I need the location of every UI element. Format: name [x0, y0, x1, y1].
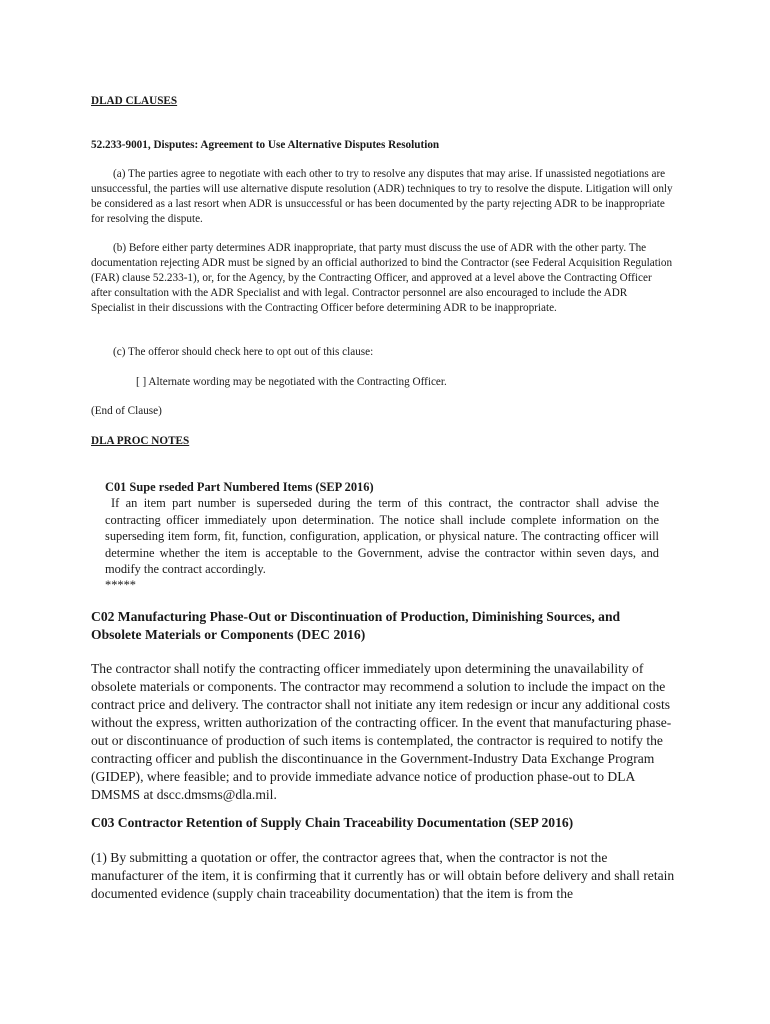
c01-title: C01 Supe rseded Part Numbered Items (SEP 2016): [105, 480, 374, 494]
c02-body: The contractor shall notify the contracting officer immediately upon determining the unavailability of obsolete materials or components. The contractor may recommend a solution to include the impact on the contract price and delivery. The contractor shall not initiate any item redesign or incur any additional costs without the express, written authorization of the contracting officer. In the event that manufacturing phase-out or discontinuance of production of such items is contemplated, the contractor is required to notify the contracting officer and publish the discontinuance in the Government-Industry Data Exchange Program (GIDEP), where feasible; and to provide immediate advance notice of production phase-out to DLA DMSMS at dscc.dmsms@dla.mil.: [91, 661, 672, 802]
dla-proc-notes-heading: DLA PROC NOTES: [91, 435, 190, 447]
end-of-clause: (End of Clause): [91, 405, 162, 417]
c03-body: (1) By submitting a quotation or offer, the contractor agrees that, when the contractor is not the manufacturer of the item, it is confirming that it currently has or will obtain before delivery and shall retain documented evidence (supply chain traceability documentation) that the item is from the: [91, 850, 675, 901]
dlad-clauses-heading: DLAD CLAUSES: [91, 95, 178, 107]
c01-stars: *****: [105, 578, 136, 592]
clause-paragraph-a: (a) The parties agree to negotiate with each other to try to resolve any disputes that may arise. If unassisted negotiations are unsuccessful, the parties will use alternative dispute resolution (ADR) techniques to try to resolve the dispute. Litigation will only be considered as a last resort when ADR is unsuccessful or has been documented by the party rejecting ADR to be inappropriate for resolving the dispute.: [91, 168, 673, 225]
opt-out-checkbox-line[interactable]: [ ] Alternate wording may be negotiated with the Contracting Officer.: [136, 376, 447, 388]
c01-body: If an item part number is superseded during the term of this contract, the contractor shall advise the contracting officer immediately upon determination. The notice shall include complete information on the superseding item form, fit, function, configuration, application, or physical nature. The contracting officer will determine whether the item is acceptable to the Government, advise the contractor within seven days, and modify the contract accordingly.: [105, 496, 659, 576]
clause-paragraph-c: (c) The offeror should check here to opt out of this clause:: [113, 346, 374, 358]
clause-paragraph-b: (b) Before either party determines ADR inappropriate, that party must discuss the use of ADR with the other party. The documentation rejecting ADR must be signed by an official authorized to bind the Contractor (see Federal Acquisition Regulation (FAR) clause 52.233-1), or, for the Agency, by the Contracting Officer, and approved at a level above the Contracting Officer after consultation with the ADR Specialist and with legal. Contractor personnel are also encouraged to include the ADR Specialist in their discussions with the Contracting Officer before determining ADR to be inappropriate.: [91, 242, 673, 314]
clause-title: 52.233-9001, Disputes: Agreement to Use Alternative Disputes Resolution: [91, 139, 440, 151]
c03-title: C03 Contractor Retention of Supply Chain Traceability Documentation (SEP 2016): [91, 815, 574, 830]
c02-title: C02 Manufacturing Phase-Out or Discontinuation of Production, Diminishing Sources, and Obsolete Materials or Components (DEC 2016): [91, 609, 621, 642]
